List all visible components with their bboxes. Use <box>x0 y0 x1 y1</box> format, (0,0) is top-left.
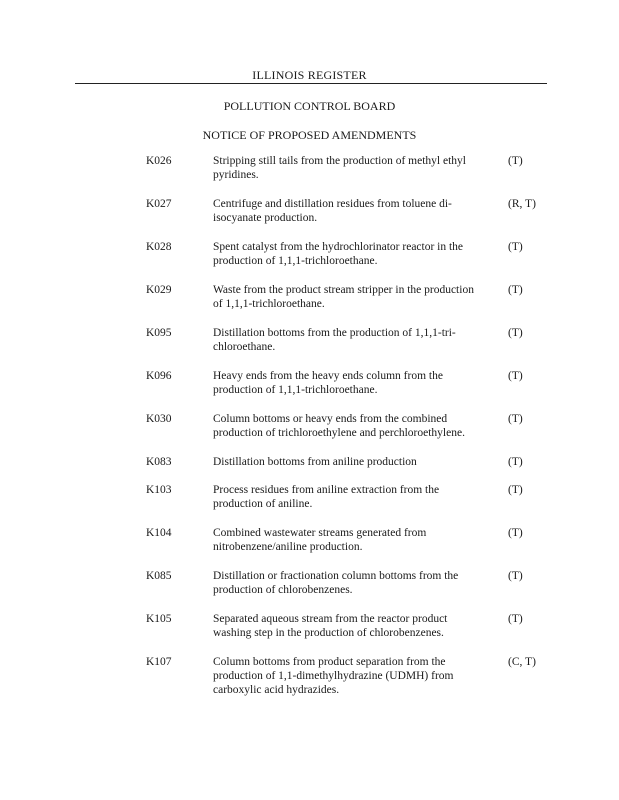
hazard-code: (T) <box>508 613 523 625</box>
board-name: POLLUTION CONTROL BOARD <box>223 99 396 113</box>
hazard-code: (T) <box>508 284 523 296</box>
waste-code: K095 <box>146 327 172 339</box>
waste-description-line: Stripping still tails from the production of methyl ethyl <box>213 155 466 167</box>
register-title <box>0 68 619 83</box>
hazard-code: (T) <box>508 241 523 253</box>
waste-description <box>213 240 498 268</box>
waste-description-line: production of aniline. <box>213 498 313 510</box>
waste-entry <box>0 283 619 326</box>
waste-description-line: Distillation bottoms from the production of 1,1,1-tri- <box>213 327 456 339</box>
waste-description-line: of 1,1,1-trichloroethane. <box>213 298 325 310</box>
waste-description <box>213 455 498 469</box>
waste-description-line: Distillation or fractionation column bottoms from the <box>213 570 459 582</box>
waste-description <box>213 526 498 554</box>
waste-code-list <box>0 154 619 712</box>
hazard-code: (T) <box>508 456 523 468</box>
hazard-code: (T) <box>508 370 523 382</box>
waste-description-line: pyridines. <box>213 169 259 181</box>
waste-description <box>213 154 498 182</box>
waste-description-line: Waste from the product stream stripper in the production <box>213 284 474 296</box>
waste-entry <box>0 612 619 655</box>
waste-code: K029 <box>146 284 172 296</box>
waste-entry <box>0 483 619 526</box>
waste-description-line: carboxylic acid hydrazides. <box>213 684 340 696</box>
waste-description-line: isocyanate production. <box>213 212 318 224</box>
waste-description <box>213 412 498 440</box>
waste-entry <box>0 412 619 455</box>
waste-description-line: Distillation bottoms from aniline production <box>213 456 417 468</box>
waste-description-line: Combined wastewater streams generated from <box>213 527 427 539</box>
waste-description-line: washing step in the production of chlorobenzenes. <box>213 627 444 639</box>
waste-code: K096 <box>146 370 172 382</box>
waste-code: K083 <box>146 456 172 468</box>
waste-description <box>213 655 498 697</box>
notice-title: NOTICE OF PROPOSED AMENDMENTS <box>202 128 417 142</box>
waste-code: K028 <box>146 241 172 253</box>
waste-description-line: chloroethane. <box>213 341 276 353</box>
waste-entry <box>0 197 619 240</box>
waste-code: K026 <box>146 155 172 167</box>
waste-description-line: Process residues from aniline extraction from the <box>213 484 440 496</box>
waste-entry <box>0 369 619 412</box>
waste-description-line: production of 1,1-dimethylhydrazine (UDMH) from <box>213 670 454 682</box>
waste-description-line: production of chlorobenzenes. <box>213 584 353 596</box>
hazard-code: (T) <box>508 413 523 425</box>
waste-code: K027 <box>146 198 172 210</box>
hazard-code: (T) <box>508 327 523 339</box>
waste-description-line: Spent catalyst from the hydrochlorinator reactor in the <box>213 241 464 253</box>
waste-description-line: Column bottoms or heavy ends from the combined <box>213 413 448 425</box>
hazard-code: (R, T) <box>508 198 536 210</box>
waste-code: K085 <box>146 570 172 582</box>
waste-code: K107 <box>146 656 172 668</box>
waste-entry <box>0 569 619 612</box>
hazard-code: (C, T) <box>508 656 536 668</box>
waste-entry <box>0 240 619 283</box>
waste-entry <box>0 655 619 712</box>
waste-description-line: Column bottoms from product separation from the <box>213 656 446 668</box>
waste-description-line: production of 1,1,1-trichloroethane. <box>213 255 378 267</box>
waste-code: K104 <box>146 527 172 539</box>
waste-description-line: nitrobenzene/aniline production. <box>213 541 363 553</box>
waste-description-line: Heavy ends from the heavy ends column from the <box>213 370 443 382</box>
waste-code: K103 <box>146 484 172 496</box>
waste-entry <box>0 455 619 483</box>
waste-description-line: Centrifuge and distillation residues from toluene di- <box>213 198 452 210</box>
hazard-code: (T) <box>508 570 523 582</box>
waste-code: K030 <box>146 413 172 425</box>
header-rule <box>75 83 547 84</box>
waste-description <box>213 369 498 397</box>
hazard-code: (T) <box>508 155 523 167</box>
waste-description-line: production of trichloroethylene and perchloroethylene. <box>213 427 465 439</box>
waste-description-line: Separated aqueous stream from the reactor product <box>213 613 448 625</box>
waste-description-line: production of 1,1,1-trichloroethane. <box>213 384 378 396</box>
waste-description <box>213 283 498 311</box>
hazard-code: (T) <box>508 527 523 539</box>
waste-description <box>213 483 498 511</box>
waste-description <box>213 569 498 597</box>
waste-entry <box>0 526 619 569</box>
waste-description <box>213 197 498 225</box>
hazard-code: (T) <box>508 484 523 496</box>
waste-description <box>213 612 498 640</box>
waste-entry <box>0 326 619 369</box>
waste-entry <box>0 154 619 197</box>
waste-description <box>213 326 498 354</box>
waste-code: K105 <box>146 613 172 625</box>
register-title-text: ILLINOIS REGISTER <box>252 68 367 82</box>
